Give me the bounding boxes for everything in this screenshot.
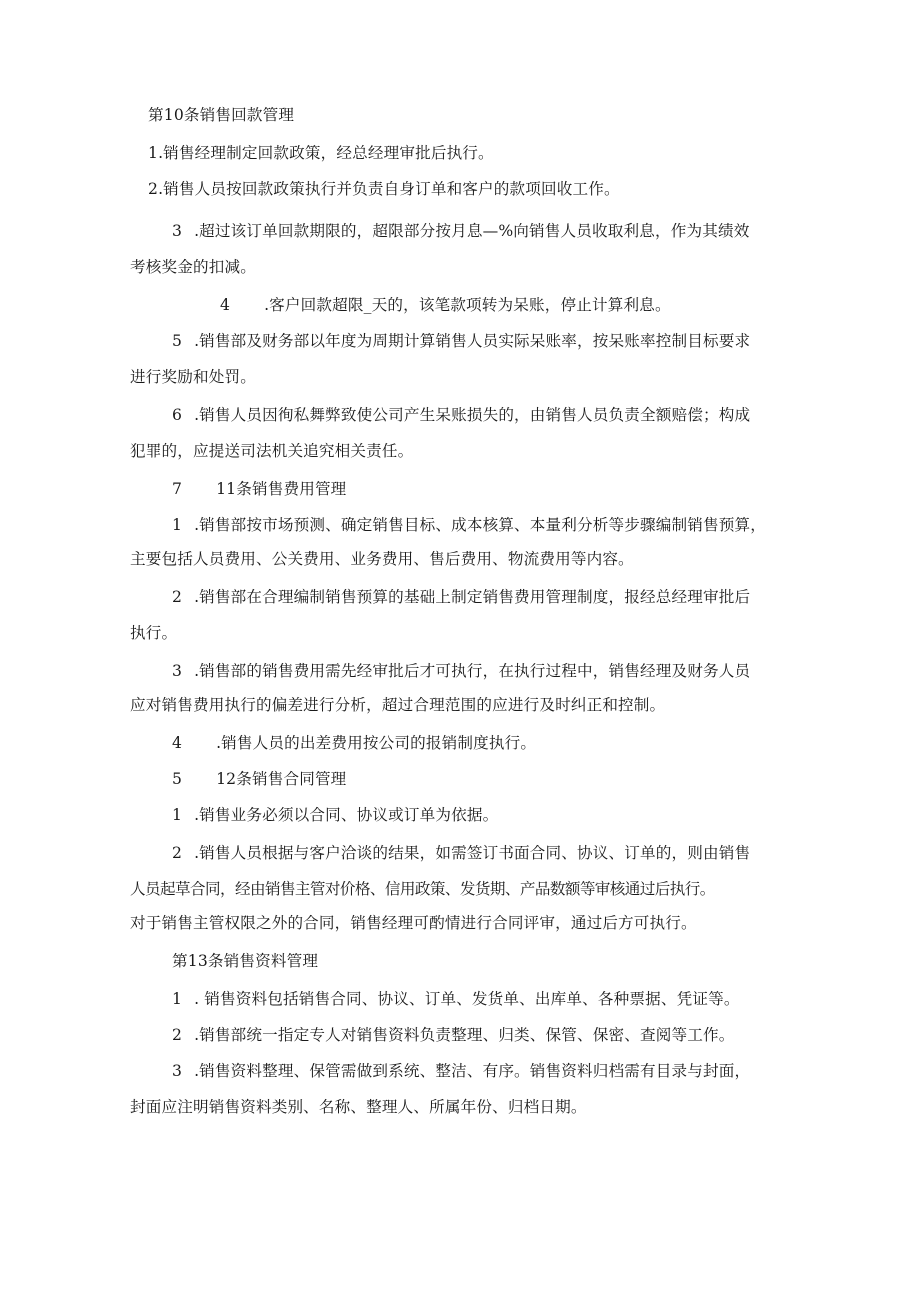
article-11-item-3 (172, 660, 750, 682)
item-number: 2 (172, 844, 183, 862)
item-text: .销售部统一指定专人对销售资料负责整理、归类、保管、保密、查阅等工作。 (194, 1026, 735, 1044)
item-text: .销售部在合理编制销售预算的基础上制定销售费用管理制度，报经总经理审批后 (194, 588, 751, 606)
item-number: 5 (172, 770, 183, 788)
article-12-heading (172, 768, 346, 790)
item-text: .销售部的销售费用需先经审批后才可执行，在执行过程中，销售经理及财务人员 (194, 662, 751, 680)
article-10-item-6 (172, 404, 750, 426)
article-10-item-6-continued: 犯罪的，应提送司法机关追究相关责任。 (130, 442, 414, 460)
article-13-item-3 (172, 1060, 750, 1082)
article-12-item-2 (172, 842, 750, 864)
article-11-item-2 (172, 586, 750, 608)
item-number: 2 (172, 588, 183, 606)
item-text: .销售人员根据与客户洽谈的结果，如需签订书面合同、协议、订单的，则由销售 (194, 844, 751, 862)
item-number: 1 (172, 516, 183, 534)
item-number: 1 (172, 806, 183, 824)
article-12-item-2-continued: 人员起草合同，经由销售主管对价格、信用政策、发货期、产品数额等审核通过后执行。 (130, 880, 715, 898)
item-text: .销售部按市场预测、确定销售目标、成本核算、本量利分析等步骤编制销售预算， (194, 516, 766, 534)
article-10-item-4 (220, 294, 671, 316)
item-number: 3 (172, 662, 183, 680)
heading-text: 12条销售合同管理 (216, 770, 347, 788)
item-number: 1 (172, 990, 183, 1008)
article-10-item-2: 2.销售人员按回款政策执行并负责自身订单和客户的款项回收工作。 (148, 180, 620, 198)
item-number: 3 (172, 1062, 183, 1080)
item-number: 6 (172, 406, 183, 424)
article-12-item-2-continued-2: 对于销售主管权限之外的合同，销售经理可酌情进行合同评审，通过后方可执行。 (130, 914, 697, 932)
article-10-item-5 (172, 330, 750, 352)
article-13-item-1 (172, 988, 740, 1010)
article-10-item-3-continued: 考核奖金的扣减。 (130, 258, 256, 276)
item-number: 7 (172, 480, 183, 498)
item-number: 5 (172, 332, 183, 350)
item-text: .销售业务必须以合同、协议或订单为依据。 (194, 806, 499, 824)
item-text: .销售人员因徇私舞弊致使公司产生呆账损失的，由销售人员负责全额赔偿；构成 (194, 406, 751, 424)
article-10-item-1: 1.销售经理制定回款政策，经总经理审批后执行。 (148, 144, 494, 162)
article-13-item-2 (172, 1024, 734, 1046)
item-text: .销售人员的出差费用按公司的报销制度执行。 (216, 734, 537, 752)
item-text: .客户回款超限_天的，该笔款项转为呆账，停止计算利息。 (264, 296, 671, 314)
item-text: .超过该订单回款期限的，超限部分按月息—%向销售人员收取利息，作为其绩效 (194, 222, 750, 240)
item-number: 2 (172, 1026, 183, 1044)
article-11-heading (172, 478, 346, 500)
article-13-heading: 第13条销售资料管理 (172, 952, 319, 970)
article-11-item-1-continued: 主要包括人员费用、公关费用、业务费用、售后费用、物流费用等内容。 (130, 550, 634, 568)
article-10-item-5-continued: 进行奖励和处罚。 (130, 368, 256, 386)
item-text: .销售资料整理、保管需做到系统、整洁、有序。销售资料归档需有目录与封面， (194, 1062, 751, 1080)
item-text: .销售部及财务部以年度为周期计算销售人员实际呆账率，按呆账率控制目标要求 (194, 332, 751, 350)
article-11-item-4 (172, 732, 536, 754)
item-number: 4 (220, 296, 231, 314)
article-11-item-1 (172, 514, 766, 536)
heading-text: 11条销售费用管理 (216, 480, 347, 498)
item-text: . 销售资料包括销售合同、协议、订单、发货单、出库单、各种票据、凭证等。 (194, 990, 740, 1008)
article-10-item-3 (172, 220, 749, 242)
item-number: 4 (172, 734, 183, 752)
article-11-item-2-continued: 执行。 (130, 624, 178, 642)
article-10-heading: 第10条销售回款管理 (148, 106, 295, 124)
item-number: 3 (172, 222, 183, 240)
article-13-item-3-continued: 封面应注明销售资料类别、名称、整理人、所属年份、归档日期。 (130, 1098, 587, 1116)
article-12-item-1 (172, 804, 498, 826)
article-11-item-3-continued: 应对销售费用执行的偏差进行分析，超过合理范围的应进行及时纠正和控制。 (130, 696, 666, 714)
